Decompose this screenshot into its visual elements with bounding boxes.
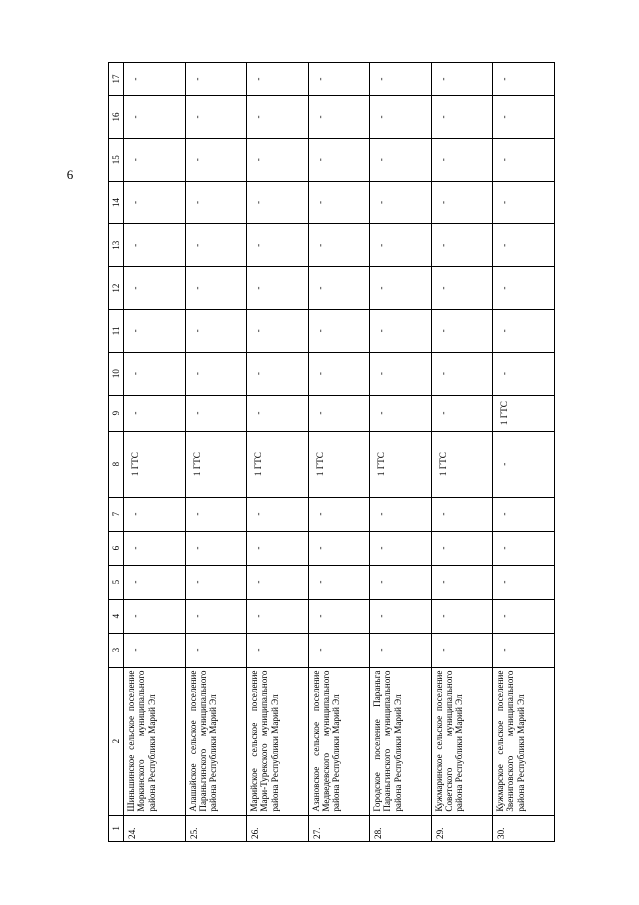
cell-value: - <box>124 224 186 267</box>
cell-value: - <box>247 63 309 96</box>
cell-value: - <box>431 599 493 633</box>
table-row <box>247 63 309 842</box>
cell-value: - <box>247 181 309 224</box>
column-header: 10 <box>109 352 124 395</box>
cell-value: - <box>124 138 186 181</box>
cell-value: - <box>247 599 309 633</box>
cell-value: - <box>370 599 432 633</box>
cell-value: - <box>431 267 493 310</box>
cell-value: - <box>493 497 555 531</box>
cell-value: - <box>308 352 370 395</box>
cell-value: - <box>185 395 247 431</box>
cell-value: 1 ГТС <box>124 431 186 497</box>
cell-value: - <box>370 96 432 139</box>
cell-value: - <box>308 181 370 224</box>
cell-value: - <box>185 96 247 139</box>
cell-value: - <box>124 565 186 599</box>
cell-value: - <box>308 497 370 531</box>
table-row <box>124 63 186 842</box>
cell-value: - <box>431 96 493 139</box>
column-header: 13 <box>109 224 124 267</box>
cell-value: - <box>370 565 432 599</box>
settlement-name: Марийское сельское поселение Мари-Турекского муниципального района Республики Марий Эл <box>247 667 309 815</box>
cell-value: 1 ГТС <box>247 431 309 497</box>
cell-value: - <box>493 267 555 310</box>
cell-value: - <box>247 138 309 181</box>
cell-value: - <box>124 267 186 310</box>
cell-value: - <box>124 309 186 352</box>
cell-value: - <box>247 267 309 310</box>
cell-value: - <box>308 267 370 310</box>
row-number: 27. <box>308 815 370 841</box>
cell-value: - <box>247 309 309 352</box>
column-header: 17 <box>109 63 124 96</box>
settlement-name: Шиньшинское сельское поселение Моркинского муниципального района Республики Марий Эл <box>124 667 186 815</box>
cell-value: - <box>185 565 247 599</box>
settlement-name: Кужмарское сельское поселение Звениговского муниципального района Республики Марий Эл <box>493 667 555 815</box>
cell-value: - <box>431 309 493 352</box>
cell-value: - <box>308 531 370 565</box>
cell-value: - <box>431 138 493 181</box>
cell-value: - <box>124 395 186 431</box>
cell-value: - <box>185 138 247 181</box>
cell-value: - <box>431 181 493 224</box>
cell-value: - <box>247 531 309 565</box>
cell-value: - <box>493 531 555 565</box>
column-header: 5 <box>109 565 124 599</box>
cell-value: - <box>493 63 555 96</box>
cell-value: - <box>185 633 247 667</box>
header-row <box>109 63 124 842</box>
cell-value: - <box>247 633 309 667</box>
cell-value: - <box>124 599 186 633</box>
data-table <box>108 62 555 842</box>
column-header: 3 <box>109 633 124 667</box>
cell-value: - <box>247 565 309 599</box>
settlement-name: Городское поселение Параньга Параньгинского муниципального района Республики Марий Эл <box>370 667 432 815</box>
cell-value: - <box>493 309 555 352</box>
column-header: 2 <box>109 667 124 815</box>
cell-value: - <box>493 565 555 599</box>
page-number: 6 <box>66 166 74 182</box>
cell-value: - <box>308 633 370 667</box>
cell-value: - <box>185 181 247 224</box>
row-number: 25. <box>185 815 247 841</box>
cell-value: 1 ГТС <box>308 431 370 497</box>
cell-value: - <box>185 309 247 352</box>
column-header: 7 <box>109 497 124 531</box>
column-header: 14 <box>109 181 124 224</box>
table-row <box>185 63 247 842</box>
cell-value: 1 ГТС <box>493 395 555 431</box>
cell-value: - <box>370 497 432 531</box>
column-header: 16 <box>109 96 124 139</box>
cell-value: - <box>185 599 247 633</box>
cell-value: - <box>493 352 555 395</box>
column-header: 9 <box>109 395 124 431</box>
row-number: 30. <box>493 815 555 841</box>
cell-value: - <box>493 138 555 181</box>
cell-value: - <box>431 224 493 267</box>
column-header: 6 <box>109 531 124 565</box>
cell-value: - <box>247 96 309 139</box>
rotated-table-container <box>66 62 528 842</box>
cell-value: - <box>124 352 186 395</box>
cell-value: - <box>370 531 432 565</box>
column-header: 1 <box>109 815 124 841</box>
cell-value: - <box>431 395 493 431</box>
cell-value: - <box>370 633 432 667</box>
table-row <box>308 63 370 842</box>
cell-value: - <box>308 63 370 96</box>
cell-value: - <box>370 352 432 395</box>
cell-value: - <box>185 531 247 565</box>
cell-value: - <box>370 395 432 431</box>
table-row <box>370 63 432 842</box>
cell-value: - <box>431 633 493 667</box>
table-body <box>124 63 555 842</box>
cell-value: - <box>308 565 370 599</box>
cell-value: - <box>370 224 432 267</box>
cell-value: 1 ГТС <box>185 431 247 497</box>
cell-value: - <box>247 395 309 431</box>
cell-value: 1 ГТС <box>431 431 493 497</box>
settlement-name: Азановское сельское поселение Медведевского муниципального района Республики Марий Эл <box>308 667 370 815</box>
row-number: 24. <box>124 815 186 841</box>
cell-value: - <box>493 633 555 667</box>
cell-value: - <box>493 96 555 139</box>
cell-value: - <box>431 531 493 565</box>
cell-value: - <box>431 352 493 395</box>
cell-value: 1 ГТС <box>370 431 432 497</box>
row-number: 26. <box>247 815 309 841</box>
cell-value: - <box>124 633 186 667</box>
cell-value: - <box>493 181 555 224</box>
cell-value: - <box>308 138 370 181</box>
cell-value: - <box>185 497 247 531</box>
cell-value: - <box>431 497 493 531</box>
cell-value: - <box>431 565 493 599</box>
cell-value: - <box>308 599 370 633</box>
cell-value: - <box>493 431 555 497</box>
table-row <box>493 63 555 842</box>
cell-value: - <box>124 63 186 96</box>
cell-value: - <box>370 63 432 96</box>
column-header: 11 <box>109 309 124 352</box>
column-header: 12 <box>109 267 124 310</box>
cell-value: - <box>308 395 370 431</box>
cell-value: - <box>185 63 247 96</box>
column-header: 4 <box>109 599 124 633</box>
cell-value: - <box>124 181 186 224</box>
cell-value: - <box>247 224 309 267</box>
cell-value: - <box>247 497 309 531</box>
cell-value: - <box>124 96 186 139</box>
cell-value: - <box>493 599 555 633</box>
cell-value: - <box>308 309 370 352</box>
cell-value: - <box>308 224 370 267</box>
column-header: 8 <box>109 431 124 497</box>
cell-value: - <box>370 138 432 181</box>
row-number: 29. <box>431 815 493 841</box>
settlement-name: Кужмаринское сельское поселение Советского муниципального района Республики Марий Эл <box>431 667 493 815</box>
row-number: 28. <box>370 815 432 841</box>
settlement-name: Алашайское сельское поселение Параньгинского муниципального района Республики Марий Эл <box>185 667 247 815</box>
column-header: 15 <box>109 138 124 181</box>
cell-value: - <box>431 63 493 96</box>
cell-value: - <box>185 224 247 267</box>
cell-value: - <box>370 267 432 310</box>
cell-value: - <box>370 309 432 352</box>
cell-value: - <box>370 181 432 224</box>
cell-value: - <box>308 96 370 139</box>
cell-value: - <box>124 497 186 531</box>
cell-value: - <box>124 531 186 565</box>
cell-value: - <box>247 352 309 395</box>
cell-value: - <box>493 224 555 267</box>
cell-value: - <box>185 267 247 310</box>
table-row <box>431 63 493 842</box>
cell-value: - <box>185 352 247 395</box>
